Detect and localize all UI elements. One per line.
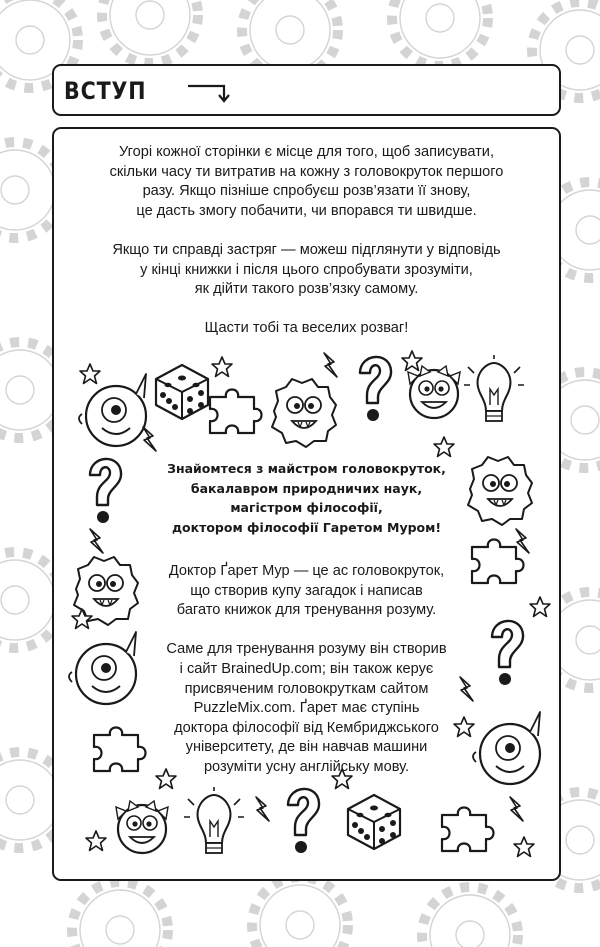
author-bio — [154, 562, 459, 797]
puzzle-piece-icon — [94, 728, 146, 772]
question-mark-icon — [360, 357, 391, 421]
lightning-bolt-icon — [256, 797, 269, 821]
cyclops-monster-icon — [473, 712, 540, 784]
dice-icon — [348, 795, 400, 849]
puzzle-piece-icon — [472, 540, 524, 584]
text-line: Доктор Ґарет Мур — це ас головокруток, — [168, 563, 445, 579]
arrow-down-right-icon — [186, 78, 236, 104]
text-line: бакалавром природничих наук, — [190, 480, 423, 496]
question-mark-icon — [492, 621, 523, 685]
text-line: це дасть змогу побачити, чи впорався ти швидше. — [136, 202, 477, 219]
text-line: у кінці книжки і після цього спробувати зрозуміти, — [140, 261, 473, 278]
puzzle-piece-icon — [442, 808, 494, 852]
star-icon — [80, 364, 100, 384]
star-icon — [212, 357, 232, 377]
star-icon — [402, 351, 422, 371]
star-icon — [530, 597, 550, 617]
furry-monster-icon — [468, 457, 532, 525]
section-header — [52, 64, 561, 116]
text-line: доктором філософії Гаретом Муром! — [171, 519, 442, 535]
lightning-bolt-icon — [510, 797, 523, 821]
lightning-bolt-icon — [324, 353, 337, 377]
text-line: що створив купу загадок і написав — [190, 582, 423, 599]
text-line: присвяченим головокруткам сайтом — [184, 680, 429, 697]
text-line: магістром філософії, — [230, 500, 383, 515]
text-line: і сайт BrainedUp.com; він також керує — [179, 660, 434, 677]
text-line: університету, де він навчав машини — [185, 739, 428, 756]
lightning-bolt-icon — [460, 677, 473, 701]
text-line: Угорі кожної сторінки є місце для того, щоб записувати, — [118, 144, 495, 160]
text-line: Щасти тобі та веселих розваг! — [204, 320, 409, 337]
bio-paragraph — [154, 562, 459, 621]
cyclops-monster-icon — [69, 632, 136, 704]
text-line: розуміти усну англійську мову. — [203, 758, 410, 775]
light-bulb-icon — [464, 355, 524, 421]
cyclops-monster-icon — [79, 374, 146, 446]
bio-paragraph — [154, 640, 459, 777]
girl-monster-icon — [116, 801, 168, 853]
text-line: разу. Якщо пізніше спробуєш розв’язати її знову, — [142, 183, 471, 200]
girl-monster-icon — [408, 366, 460, 418]
dice-icon — [156, 365, 208, 419]
text-line: Знайомтеся з майстром головокруток, — [167, 461, 446, 476]
question-mark-icon — [90, 459, 121, 523]
author-intro — [154, 459, 459, 537]
text-line: Якщо ти справді застряг — можеш підглянути у відповідь — [112, 241, 501, 258]
star-icon — [86, 831, 106, 851]
text-line: багато книжок для тренування розуму. — [176, 602, 437, 619]
lightning-bolt-icon — [143, 427, 156, 451]
star-icon — [434, 437, 454, 457]
lightning-bolt-icon — [516, 529, 529, 553]
lightning-bolt-icon — [90, 529, 103, 553]
star-icon — [514, 837, 534, 857]
text-line: скільки часу ти витратив на кожну з головокруток першого — [109, 163, 504, 180]
text-line: Саме для тренування розуму він створив — [166, 641, 447, 658]
content-panel — [52, 127, 561, 881]
section-title: ВСТУП — [64, 77, 147, 105]
furry-monster-icon — [272, 379, 336, 447]
puzzle-piece-icon — [210, 390, 262, 434]
text-line: як дійти такого розв’язку самому. — [194, 281, 419, 298]
text-line: доктора філософії від Кембриджського — [174, 719, 439, 736]
question-mark-icon — [288, 789, 319, 853]
text-line: PuzzleMix.com. Ґарет має ступінь — [193, 700, 420, 717]
